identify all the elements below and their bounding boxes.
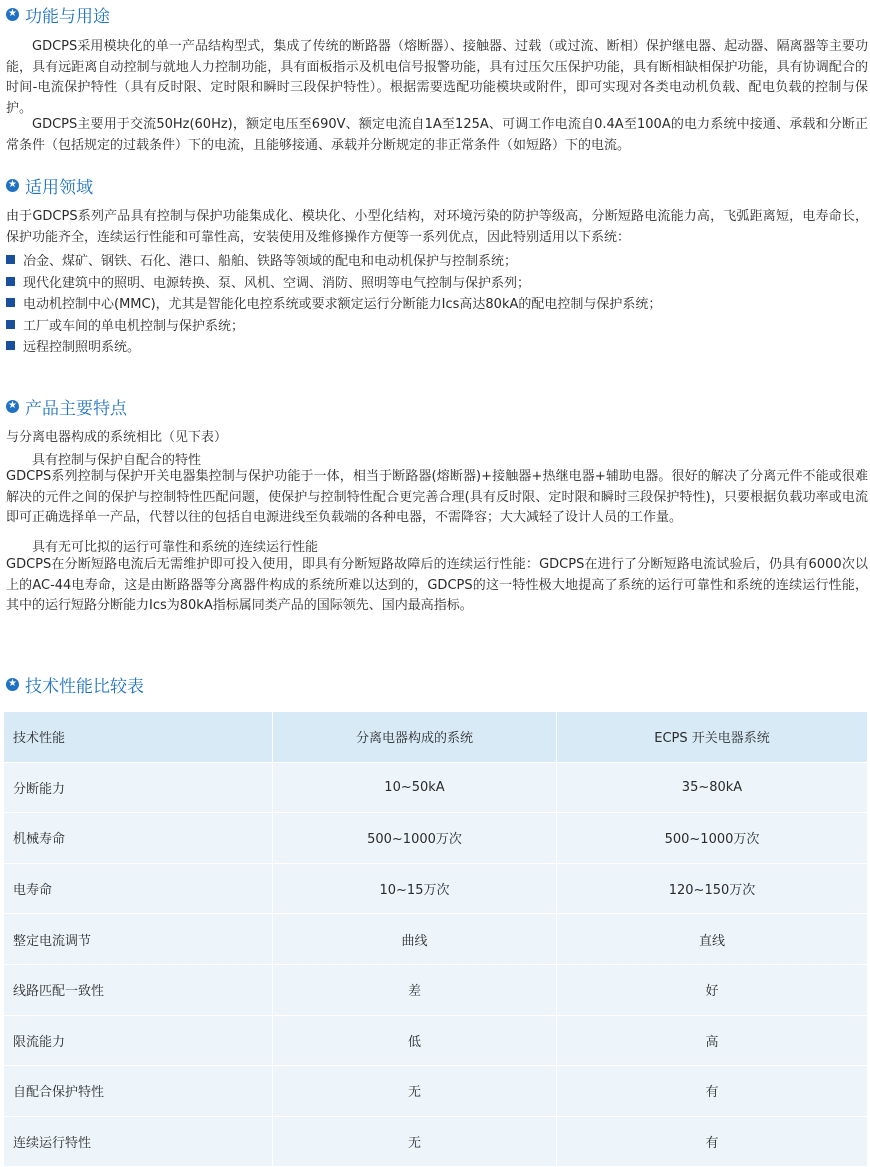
table-cell: 35~80kA xyxy=(557,763,867,814)
table-cell: 直线 xyxy=(557,914,867,965)
section-title-features xyxy=(6,395,127,417)
star-circle-icon: ★ xyxy=(6,179,19,192)
list-item-text: 远程控制照明系统。 xyxy=(23,340,141,356)
table-header-cell: 分离电器构成的系统 xyxy=(273,712,557,763)
comparison-table xyxy=(4,712,867,1167)
section-title-text: 产品主要特点 xyxy=(25,398,127,419)
table-cell: 10~50kA xyxy=(273,763,557,814)
list-item xyxy=(6,271,868,293)
table-cell: 线路匹配一致性 xyxy=(4,965,273,1016)
square-bullet-icon xyxy=(6,320,15,329)
list-item xyxy=(6,292,868,314)
table-row xyxy=(4,965,867,1016)
table-cell: 整定电流调节 xyxy=(4,914,273,965)
table-cell: 好 xyxy=(557,965,867,1016)
star-circle-icon: ★ xyxy=(6,400,19,413)
table-cell: 低 xyxy=(273,1016,557,1067)
section-title-applications xyxy=(6,174,93,196)
features-paragraph-1: GDCPS系列控制与保护开关电器集控制与保护功能于一体，相当于断路器(熔断器)+接触器+热继电器+辅助电器。很好的解决了分离元件不能或很难解决的元件之间的保护与控制特性匹配问题，使保护与控制特性配合更完善合理(具有反时限、定时限和瞬时三段保护特性)，只要根据负载功率或电流即可正确选择单一产品，代替以往的包括自电源进线至负载端的各种电器，不需降容；大大减轻了设计人员的工作量。 xyxy=(6,469,868,525)
table-row xyxy=(4,1016,867,1067)
section-title-functions xyxy=(6,3,110,25)
table-cell: 500~1000万次 xyxy=(557,813,867,864)
table-cell: 无 xyxy=(273,1066,557,1117)
table-cell: 连续运行特性 xyxy=(4,1117,273,1167)
table-cell: 差 xyxy=(273,965,557,1016)
table-cell: 分断能力 xyxy=(4,763,273,814)
features-intro: 与分离电器构成的系统相比（见下表） xyxy=(6,430,228,445)
table-cell: 限流能力 xyxy=(4,1016,273,1067)
features-subtitle-2: 具有无可比拟的运行可靠性和系统的连续运行性能 xyxy=(32,540,319,555)
applications-list xyxy=(6,249,868,357)
list-item xyxy=(6,335,868,357)
list-item-text: 冶金、煤矿、钢铁、石化、港口、船舶、铁路等领域的配电和电动机保护与控制系统； xyxy=(23,254,518,270)
section-title-text: 技术性能比较表 xyxy=(25,676,144,697)
table-cell: 曲线 xyxy=(273,914,557,965)
section-title-text: 适用领域 xyxy=(25,177,93,198)
list-item-text: 工厂或车间的单电机控制与保护系统； xyxy=(23,318,245,334)
table-cell: 高 xyxy=(557,1016,867,1067)
square-bullet-icon xyxy=(6,255,15,264)
table-cell: 电寿命 xyxy=(4,864,273,915)
table-cell: 无 xyxy=(273,1117,557,1167)
table-cell: 自配合保护特性 xyxy=(4,1066,273,1117)
table-cell: 10~15万次 xyxy=(273,864,557,915)
list-item xyxy=(6,314,868,336)
table-row xyxy=(4,1117,867,1167)
table-row xyxy=(4,763,867,814)
table-cell: 有 xyxy=(557,1066,867,1117)
table-header-cell: 技术性能 xyxy=(4,712,273,763)
functions-paragraph-1: GDCPS采用模块化的单一产品结构型式，集成了传统的断路器（熔断器）、接触器、过载（或过流、断相）保护继电器、起动器、隔离器等主要功能，具有远距离自动控制与就地人力控制功能，具有面板指示及机电信号报警功能，具有过压欠压保护功能，具有断相缺相保护功能，具有协调配合的时间-电流保护特性（具有反时限、定时限和瞬时三段保护特性）。根据需要选配功能模块或附件，即可实现对各类电动机负载、配电负载的控制与保护。 xyxy=(6,39,868,116)
features-subtitle-1: 具有控制与保护自配合的特性 xyxy=(32,453,202,468)
list-item-text: 电动机控制中心(MMC)，尤其是智能化电控系统或要求额定运行分断能力Ics高达80kA的配电控制与保护系统； xyxy=(23,297,662,313)
table-row xyxy=(4,813,867,864)
star-circle-icon: ★ xyxy=(6,8,19,21)
list-item-text: 现代化建筑中的照明、电源转换、泵、风机、空调、消防、照明等电气控制与保护系列； xyxy=(23,275,531,291)
table-header-row xyxy=(4,712,867,763)
table-row xyxy=(4,1066,867,1117)
table-cell: 机械寿命 xyxy=(4,813,273,864)
section-title-comparison xyxy=(6,673,144,695)
square-bullet-icon xyxy=(6,298,15,307)
section-title-text: 功能与用途 xyxy=(25,6,110,27)
table-cell: 120~150万次 xyxy=(557,864,867,915)
table-row xyxy=(4,914,867,965)
list-item xyxy=(6,249,868,271)
applications-intro: 由于GDCPS系列产品具有控制与保护功能集成化、模块化、小型化结构，对环境污染的防护等级高，分断短路电流能力高，飞弧距离短，电寿命长，保护功能齐全，连续运行性能和可靠性高，安装使用及维修操作方便等一系列优点，因此特别适用以下系统： xyxy=(6,209,868,245)
table-cell: 500~1000万次 xyxy=(273,813,557,864)
square-bullet-icon xyxy=(6,341,15,350)
functions-paragraph-2: GDCPS主要用于交流50Hz(60Hz)，额定电压至690V、额定电流自1A至125A、可调工作电流自0.4A至100A的电力系统中接通、承载和分断正常条件（包括规定的过载条件）下的电流，且能够接通、承载并分断规定的非正常条件（如短路）下的电流。 xyxy=(6,117,868,153)
features-paragraph-2: GDCPS在分断短路电流后无需维护即可投入使用，即具有分断短路故障后的连续运行性能：GDCPS在进行了分断短路电流试验后，仍具有6000次以上的AC-44电寿命，这是由断路器等分离器件构成的系统所难以达到的，GDCPS的这一特性极大地提高了系统的运行可靠性和系统的连续运行性能，其中的运行短路分断能力Ics为80kA指标属同类产品的国际领先、国内最高指标。 xyxy=(6,557,868,613)
square-bullet-icon xyxy=(6,277,15,286)
table-row xyxy=(4,864,867,915)
star-circle-icon: ★ xyxy=(6,678,19,691)
table-cell: 有 xyxy=(557,1117,867,1167)
table-header-cell: ECPS 开关电器系统 xyxy=(557,712,867,763)
